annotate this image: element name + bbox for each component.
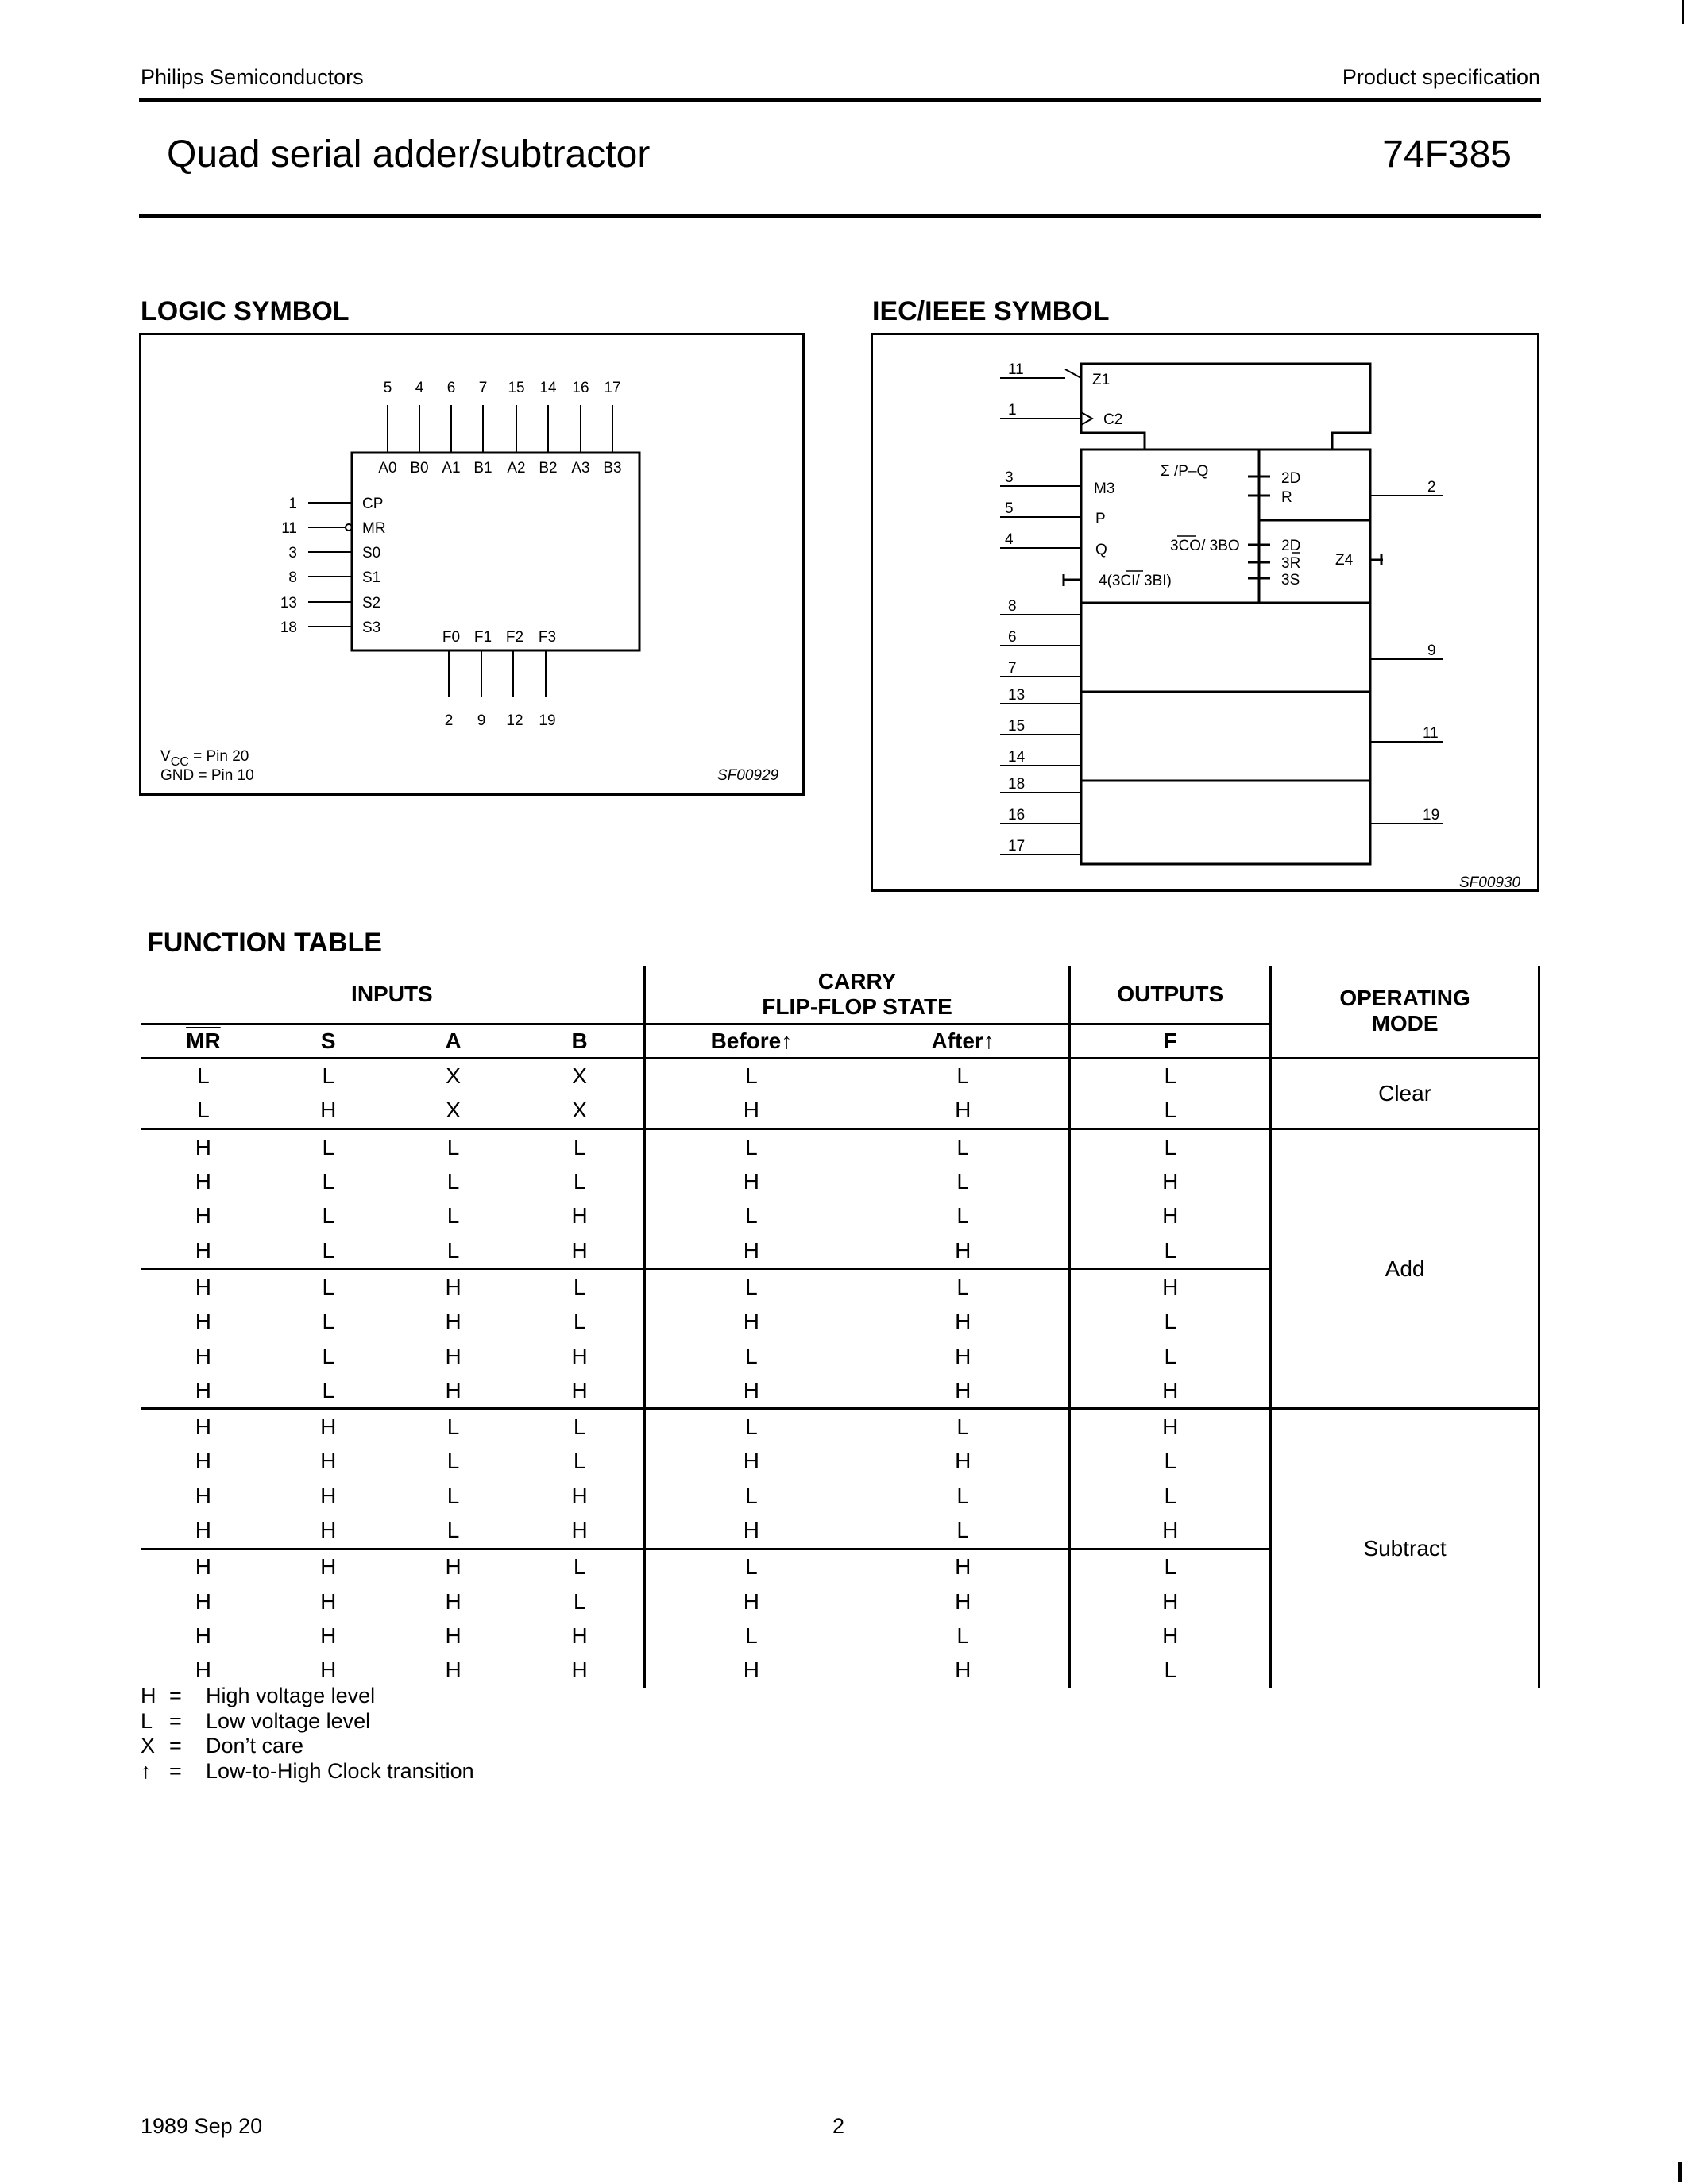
cell: H — [195, 1518, 212, 1542]
logic-top-pin: 4 — [415, 380, 424, 396]
cell: H — [445, 1377, 462, 1403]
iec-left-pin: 16 — [1008, 807, 1026, 824]
logic-symbol-diagram — [139, 333, 805, 796]
cell: H — [1070, 1164, 1271, 1198]
cell: H — [391, 1269, 516, 1305]
gnd-note: GND = Pin 10 — [160, 767, 254, 784]
cell: X — [572, 1098, 587, 1123]
cell: H — [195, 1169, 212, 1194]
cell: H — [571, 1237, 588, 1263]
iec-left-pin: 5 — [1005, 500, 1014, 517]
logic-top-label: B1 — [473, 460, 492, 477]
table-legend — [141, 1684, 474, 1784]
cell: L — [446, 1203, 460, 1229]
cell: H — [571, 1343, 588, 1368]
cell: H — [1070, 1269, 1271, 1305]
cell: L — [1070, 1445, 1271, 1479]
cell: H — [644, 1445, 857, 1479]
logic-left-pin: 11 — [281, 520, 297, 537]
logic-bottom-pin: 12 — [506, 712, 523, 729]
cell: L — [391, 1409, 516, 1445]
iec-right-pin: 9 — [1427, 642, 1436, 659]
cell: H — [1070, 1619, 1271, 1653]
logic-left-pin: 18 — [280, 619, 297, 636]
cell: L — [644, 1339, 857, 1373]
cell: H — [266, 1409, 391, 1445]
cell: H — [857, 1549, 1070, 1584]
cell: H — [195, 1449, 212, 1474]
cell: H — [445, 1343, 462, 1368]
cell: L — [1070, 1653, 1271, 1688]
logic-left-label: MR — [362, 520, 386, 537]
cell: L — [956, 1518, 969, 1542]
col-after: After↑ — [857, 1024, 1070, 1058]
cell: H — [1070, 1584, 1271, 1619]
cell: L — [644, 1409, 857, 1445]
cell: L — [322, 1343, 335, 1368]
cell: H — [320, 1483, 337, 1508]
cell: L — [644, 1549, 857, 1584]
iec-label-sum: Σ /P–Q — [1161, 463, 1209, 480]
logic-bottom-pin: 9 — [477, 712, 486, 729]
cell: H — [644, 1164, 857, 1198]
cell: X — [446, 1098, 461, 1123]
legend-item: L = Low voltage level — [141, 1708, 371, 1733]
cell: L — [644, 1129, 857, 1165]
iec-figure-id: SF00930 — [1459, 874, 1521, 891]
logic-top-label: A2 — [507, 460, 526, 477]
iec-label-r: R — [1281, 489, 1292, 506]
cell: H — [955, 1377, 971, 1403]
cell: H — [955, 1449, 971, 1474]
logic-top-pin: 7 — [478, 380, 488, 396]
cell: H — [195, 1623, 212, 1648]
col-s: S — [266, 1024, 391, 1058]
cell: L — [266, 1129, 391, 1165]
page-title: Quad serial adder/subtractor — [167, 133, 651, 176]
cell: L — [1070, 1339, 1271, 1373]
cell: L — [197, 1098, 210, 1123]
iec-left-pin: 8 — [1008, 598, 1017, 615]
logic-figure-id: SF00929 — [717, 767, 779, 784]
logic-bottom-pin: 19 — [539, 712, 556, 729]
cell: H — [1070, 1373, 1271, 1409]
iec-label-2d-b: 2D — [1281, 538, 1301, 554]
cell: L — [644, 1619, 857, 1653]
iec-left-pin: 15 — [1008, 718, 1026, 735]
cell: L — [516, 1129, 644, 1165]
cell: H — [445, 1623, 462, 1648]
iec-label-m3: M3 — [1094, 480, 1115, 497]
cell: H — [571, 1518, 588, 1542]
cell: X — [572, 1063, 587, 1089]
logic-left-label: CP — [362, 496, 384, 512]
iec-right-pin: 11 — [1423, 725, 1439, 742]
table-row — [141, 1129, 1539, 1165]
cell: L — [857, 1409, 1070, 1445]
iec-left-pin: 18 — [1008, 776, 1026, 793]
cell: H — [644, 1653, 857, 1688]
table-row — [141, 1058, 1539, 1094]
page-number: 2 — [832, 2114, 845, 2138]
iec-symbol-svg — [873, 335, 1542, 894]
iec-left-pin: 4 — [1005, 531, 1014, 548]
header-carry-line2: FLIP-FLOP STATE — [762, 994, 952, 1019]
cell: L — [446, 1483, 460, 1508]
cell: H — [1070, 1513, 1271, 1549]
cell: H — [644, 1094, 857, 1129]
cell: H — [391, 1549, 516, 1584]
iec-label-2d: 2D — [1281, 470, 1301, 487]
cell: H — [571, 1623, 588, 1648]
logic-top-pin: 6 — [446, 380, 456, 396]
function-table-heading: FUNCTION TABLE — [147, 928, 382, 958]
header-rule-top — [139, 98, 1541, 102]
cell: H — [195, 1588, 212, 1614]
cell: L — [446, 1518, 460, 1542]
cell: L — [1070, 1094, 1271, 1129]
logic-top-pin: 16 — [572, 380, 589, 396]
cell: H — [195, 1309, 212, 1334]
cell: H — [445, 1657, 462, 1683]
function-table — [141, 966, 1540, 1688]
logic-top-label: A1 — [442, 460, 461, 477]
cell: H — [445, 1588, 462, 1614]
table-row — [141, 1409, 1539, 1445]
edge-mark-top — [1682, 0, 1684, 24]
cell: H — [320, 1518, 337, 1542]
cell: L — [857, 1129, 1070, 1165]
logic-left-pin: 8 — [288, 569, 297, 586]
cell: L — [391, 1129, 516, 1165]
logic-top-pin: 14 — [539, 380, 557, 396]
cell: H — [141, 1409, 266, 1445]
iec-right-pin: 19 — [1423, 807, 1440, 824]
cell: L — [197, 1063, 210, 1089]
mode-clear: Clear — [1271, 1058, 1539, 1129]
doc-type: Product specification — [1342, 65, 1540, 89]
cell: H — [1070, 1409, 1271, 1445]
cell: H — [141, 1129, 266, 1165]
iec-left-pin: 17 — [1008, 838, 1026, 855]
cell: H — [320, 1623, 337, 1648]
cell: H — [266, 1549, 391, 1584]
cell: L — [1070, 1129, 1271, 1165]
cell: L — [322, 1063, 335, 1089]
iec-symbol-heading: IEC/IEEE SYMBOL — [872, 296, 1110, 326]
iec-right-pin: 2 — [1427, 479, 1436, 496]
cell: H — [571, 1657, 588, 1683]
col-mr: $\overline{MR}$ — [141, 1024, 266, 1058]
cell: L — [322, 1309, 335, 1334]
iec-label-ci: 4(3CI/ 3BI) — [1099, 573, 1172, 589]
iec-symbol-diagram — [871, 333, 1539, 892]
cell: H — [320, 1657, 337, 1683]
logic-left-label: S0 — [362, 545, 381, 561]
cell: H — [644, 1513, 857, 1549]
cell: H — [571, 1377, 588, 1403]
cell: L — [1070, 1305, 1271, 1339]
cell: H — [141, 1549, 266, 1584]
footer-date: 1989 Sep 20 — [141, 2114, 263, 2138]
logic-top-label: A3 — [571, 460, 590, 477]
cell: L — [857, 1269, 1070, 1305]
cell: H — [644, 1233, 857, 1269]
cell: L — [322, 1169, 335, 1194]
cell: L — [644, 1269, 857, 1305]
legend-item: ↑ = Low-to-High Clock transition — [141, 1758, 474, 1783]
iec-label-co: 3CO/ 3BO — [1170, 538, 1240, 554]
cell: H — [195, 1657, 212, 1683]
cell: L — [322, 1237, 335, 1263]
cell: H — [445, 1309, 462, 1334]
logic-left-label: S3 — [362, 619, 381, 636]
cell: L — [516, 1269, 644, 1305]
logic-left-pin: 1 — [288, 496, 297, 512]
cell: L — [516, 1409, 644, 1445]
cell: H — [195, 1203, 212, 1229]
cell: H — [1070, 1199, 1271, 1233]
col-f: F — [1070, 1024, 1271, 1058]
header-rule-bottom — [139, 214, 1541, 218]
col-before: Before↑ — [644, 1024, 857, 1058]
mode-add: Add — [1271, 1129, 1539, 1409]
cell: L — [644, 1199, 857, 1233]
iec-label-3r: 3R — [1281, 555, 1301, 572]
header-carry — [644, 966, 1070, 1024]
cell: L — [573, 1169, 586, 1194]
iec-left-pin: 1 — [1008, 402, 1017, 419]
cell: L — [956, 1169, 969, 1194]
cell: H — [320, 1449, 337, 1474]
mode-subtract: Subtract — [1271, 1409, 1539, 1688]
iec-left-pin: 3 — [1005, 469, 1014, 486]
iec-label-3s: 3S — [1281, 572, 1300, 588]
iec-label-p: P — [1095, 511, 1106, 527]
iec-left-pin: 6 — [1008, 629, 1017, 646]
logic-bottom-pin: 2 — [444, 712, 454, 729]
iec-label-z1: Z1 — [1092, 372, 1111, 388]
header-carry-line1: CARRY — [817, 968, 897, 994]
header-mode-line2: MODE — [1371, 1011, 1439, 1036]
cell: L — [956, 1063, 969, 1089]
cell: L — [446, 1169, 460, 1194]
cell: H — [955, 1098, 971, 1123]
cell: H — [644, 1305, 857, 1339]
logic-left-pin: 3 — [288, 545, 297, 561]
cell: H — [320, 1098, 337, 1123]
cell: L — [956, 1483, 969, 1508]
edge-mark-bottom — [1678, 2162, 1682, 2182]
logic-top-pin: 17 — [604, 380, 621, 396]
cell: H — [195, 1237, 212, 1263]
header-inputs: INPUTS — [351, 981, 433, 1006]
iec-left-pin: 7 — [1008, 660, 1017, 677]
cell: L — [1070, 1058, 1271, 1094]
cell: H — [955, 1237, 971, 1263]
logic-top-label: B0 — [410, 460, 429, 477]
cell: H — [955, 1657, 971, 1683]
col-a: A — [391, 1024, 516, 1058]
iec-label-q: Q — [1095, 542, 1107, 558]
logic-left-label: S1 — [362, 569, 381, 586]
logic-bottom-label: F2 — [505, 629, 524, 646]
cell: H — [955, 1309, 971, 1334]
cell: L — [446, 1237, 460, 1263]
cell: L — [956, 1623, 969, 1648]
cell: H — [644, 1584, 857, 1619]
iec-left-pin: 13 — [1008, 687, 1026, 704]
logic-bottom-label: F1 — [473, 629, 492, 646]
cell: H — [141, 1269, 266, 1305]
cell: H — [195, 1377, 212, 1403]
cell: L — [573, 1309, 586, 1334]
cell: H — [195, 1483, 212, 1508]
cell: H — [571, 1203, 588, 1229]
logic-bottom-label: F0 — [442, 629, 461, 646]
cell: L — [644, 1058, 857, 1094]
logic-top-label: B2 — [539, 460, 558, 477]
cell: H — [571, 1483, 588, 1508]
cell: H — [320, 1588, 337, 1614]
header-outputs: OUTPUTS — [1070, 966, 1271, 1024]
vcc-note: $V_{CC}$ = Pin 20 — [160, 748, 249, 769]
cell: H — [195, 1343, 212, 1368]
logic-symbol-heading: LOGIC SYMBOL — [141, 296, 350, 326]
logic-top-pin: 5 — [383, 380, 392, 396]
iec-label-c2: C2 — [1103, 411, 1123, 428]
col-b: B — [516, 1024, 644, 1058]
cell: L — [1070, 1479, 1271, 1513]
cell: L — [266, 1269, 391, 1305]
cell: L — [322, 1377, 335, 1403]
company-name: Philips Semiconductors — [141, 65, 364, 89]
cell: L — [516, 1549, 644, 1584]
cell: L — [446, 1449, 460, 1474]
iec-left-pin: 11 — [1008, 361, 1024, 378]
header-mode — [1271, 966, 1539, 1058]
logic-top-pin: 15 — [508, 380, 525, 396]
logic-bottom-label: F3 — [538, 629, 557, 646]
cell: H — [955, 1343, 971, 1368]
cell: H — [955, 1588, 971, 1614]
cell: L — [644, 1479, 857, 1513]
logic-left-pin: 13 — [280, 595, 297, 612]
cell: X — [446, 1063, 461, 1089]
cell: H — [644, 1373, 857, 1409]
logic-left-label: S2 — [362, 595, 381, 612]
cell: L — [322, 1203, 335, 1229]
iec-left-pin: 14 — [1008, 749, 1026, 766]
legend-item: X = Don’t care — [141, 1734, 304, 1758]
logic-top-label: B3 — [603, 460, 622, 477]
logic-top-label: A0 — [378, 460, 397, 477]
cell: L — [573, 1449, 586, 1474]
cell: L — [1070, 1233, 1271, 1269]
cell: L — [573, 1588, 586, 1614]
legend-item: H = High voltage level — [141, 1684, 376, 1707]
cell: L — [956, 1203, 969, 1229]
part-number: 74F385 — [1382, 133, 1512, 176]
cell: L — [1070, 1549, 1271, 1584]
iec-label-z4: Z4 — [1335, 552, 1354, 569]
logic-symbol-svg — [141, 335, 807, 798]
header-mode-line1: OPERATING — [1339, 986, 1470, 1011]
